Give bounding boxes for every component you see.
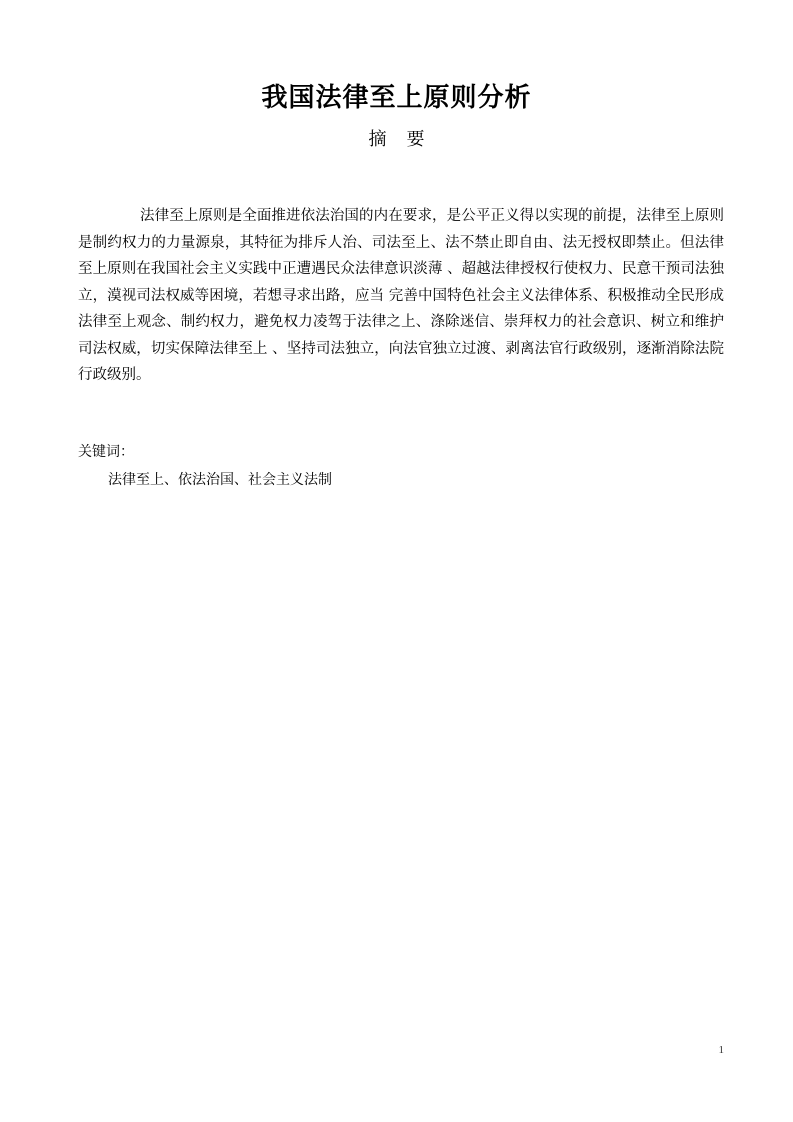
- abstract-heading: 摘要: [368, 129, 445, 150]
- keywords-label: 关键词：: [78, 444, 134, 460]
- abstract-body: [78, 203, 724, 389]
- page-number: 1: [718, 1044, 724, 1056]
- keywords-list: 法律至上、依法治国、社会主义法制: [108, 472, 332, 488]
- page-title: 我国法律至上原则分析: [261, 83, 532, 113]
- abstract-paragraph: 法律至上原则是全面推进依法治国的内在要求，是公平正义得以实现的前提，法律至上原则是制约权力的力量源泉，其特征为排斥人治、司法至上、法不禁止即自由、法无授权即禁止。但法律至上原则在我国社会主义实践中正遭遇民众法律意识淡薄 、超越法律授权行使权力、民意干预司法独立，漠视司法权威等困境，若想寻求出路，应当 完善中国特色社会主义法律体系、积极推动全民形成法律至上观念、制约权力，避免权力凌驾于法律之上、涤除迷信、崇拜权力的社会意识、树立和维护司法权威，切实保障法律至上 、坚持司法独立，向法官独立过渡、剥离法官行政级别，逐渐消除法院行政级别。: [78, 208, 724, 383]
